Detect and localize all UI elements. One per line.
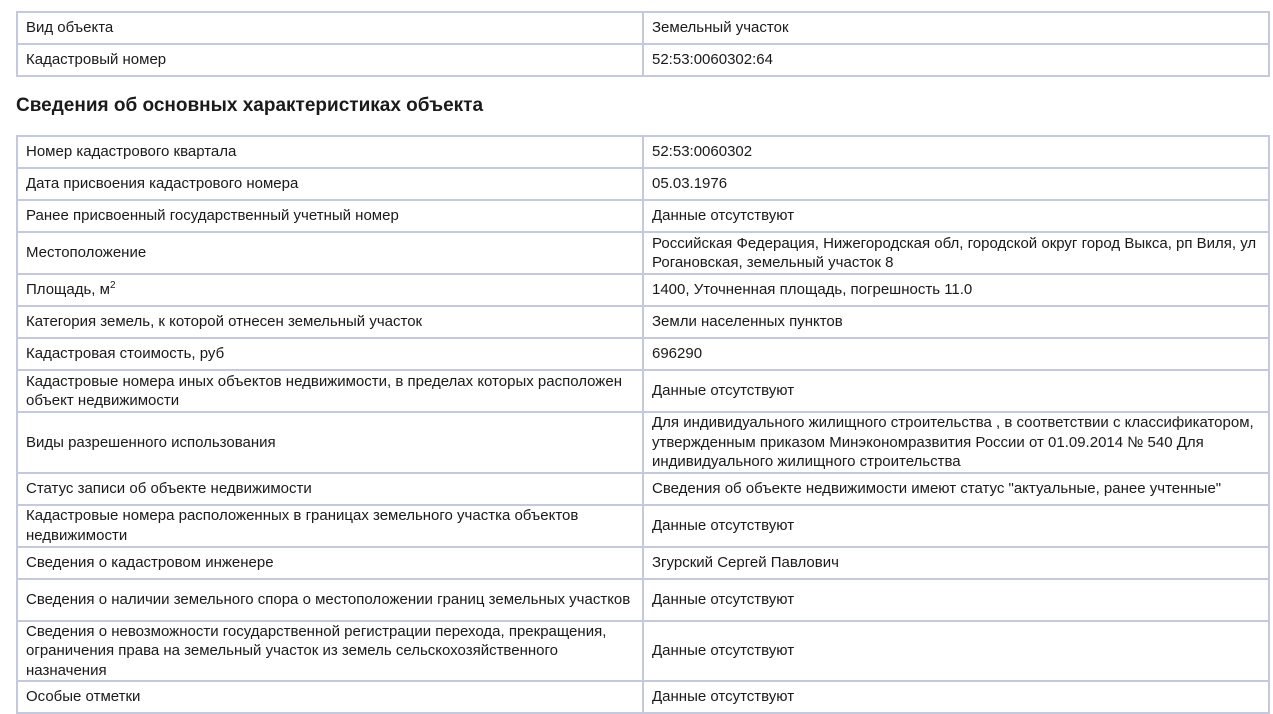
table-row [17,306,1269,338]
row-label-cadastral-number: Кадастровый номер [17,44,643,76]
row-value-impossibility: Данные отсутствуют [643,621,1269,682]
table-row [17,274,1269,306]
row-label-other-objects: Кадастровые номера иных объектов недвижимости, в пределах которых расположен объект недвижимости [17,370,643,412]
object-header-table [16,11,1270,77]
row-value-quarter: 52:53:0060302 [643,136,1269,168]
row-label-date: Дата присвоения кадастрового номера [17,168,643,200]
row-value-prev-number: Данные отсутствуют [643,200,1269,232]
row-value-category: Земли населенных пунктов [643,306,1269,338]
row-value-area: 1400, Уточненная площадь, погрешность 11.0 [643,274,1269,306]
table-row [17,505,1269,547]
row-value-inner-objects: Данные отсутствуют [643,505,1269,547]
table-row [17,412,1269,473]
row-value-date: 05.03.1976 [643,168,1269,200]
row-value-engineer: Згурский Сергей Павлович [643,547,1269,579]
row-label-prev-number: Ранее присвоенный государственный учетный номер [17,200,643,232]
row-label-usage: Виды разрешенного использования [17,412,643,473]
section-title: Сведения об основных характеристиках объекта [16,95,484,116]
row-value-cost: 696290 [643,338,1269,370]
row-label-engineer: Сведения о кадастровом инженере [17,547,643,579]
main-characteristics-table [16,135,1270,714]
row-label-status: Статус записи об объекте недвижимости [17,473,643,505]
row-value-dispute: Данные отсутствуют [643,579,1269,621]
row-label-cost: Кадастровая стоимость, руб [17,338,643,370]
row-value-other-objects: Данные отсутствуют [643,370,1269,412]
table-row [17,370,1269,412]
table-row [17,338,1269,370]
table-row [17,44,1269,76]
table-row [17,473,1269,505]
row-value-usage: Для индивидуального жилищного строительства , в соответствии с классификатором, утвержденным приказом Минэкономразвития России от 01.09.2014 № 540 Для индивидуального жилищного строительства [643,412,1269,473]
table-row [17,136,1269,168]
table-row [17,547,1269,579]
row-value-cadastral-number: 52:53:0060302:64 [643,44,1269,76]
row-label-special: Особые отметки [17,681,643,713]
table-row [17,579,1269,621]
row-label-inner-objects: Кадастровые номера расположенных в границах земельного участка объектов недвижимости [17,505,643,547]
row-label-object-type: Вид объекта [17,12,643,44]
row-value-status: Сведения об объекте недвижимости имеют статус "актуальные, ранее учтенные" [643,473,1269,505]
table-row [17,168,1269,200]
row-value-location: Российская Федерация, Нижегородская обл, городской округ город Выкса, рп Виля, ул Рогановская, земельный участок 8 [643,232,1269,274]
table-row [17,12,1269,44]
row-label-category: Категория земель, к которой отнесен земельный участок [17,306,643,338]
row-label-impossibility: Сведения о невозможности государственной регистрации перехода, прекращения, ограничения права на земельный участок из земель сельскохозяйственного назначения [17,621,643,682]
table-row [17,681,1269,713]
row-label-dispute: Сведения о наличии земельного спора о местоположении границ земельных участков [17,579,643,621]
row-label-quarter: Номер кадастрового квартала [17,136,643,168]
area-label-superscript: 2 [109,280,116,292]
row-label-location: Местоположение [17,232,643,274]
row-value-object-type: Земельный участок [643,12,1269,44]
table-row [17,200,1269,232]
document-content [16,11,1268,714]
row-label-area [17,274,643,306]
row-value-special: Данные отсутствуют [643,681,1269,713]
table-row [17,621,1269,682]
table-row [17,232,1269,274]
area-label-text: Площадь, м [26,281,110,299]
